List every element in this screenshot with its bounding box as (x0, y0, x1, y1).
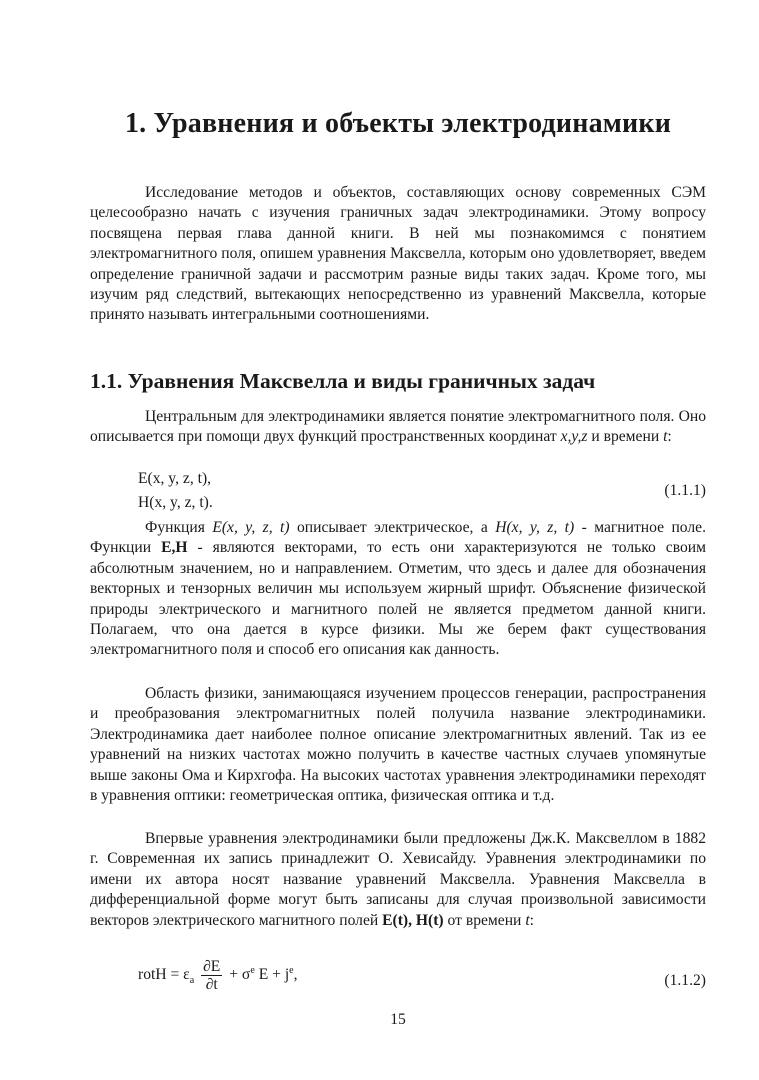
para4-t: t (525, 911, 530, 929)
para2-E-expression: E(x, y, z, t) (212, 519, 290, 536)
para4-text: Впервые уравнения электродинамики были предложены Дж.К. Максвеллом в 1882 г. Современная их запись принадлежит О. Хевисайду. Уравнения электродинамики по имени их автора носят название уравнений Максвелла. Уравнения Максвелла в дифференциальной форме могут быть записаны для случая произвольной зависимости векторов электрического магнитного полей (90, 830, 706, 929)
formula-lhs-sub: a (189, 975, 195, 987)
formula-rhs2: E + j (258, 966, 290, 984)
formula-tail: , (293, 966, 298, 984)
formula-lhs: rotH = ε (138, 966, 190, 984)
formula-rhs-sup: e (250, 964, 255, 976)
formula-rhs: + σ (229, 966, 251, 984)
intro-paragraph: Исследование методов и объектов, составляющих основу современных СЭМ целесообразно начать с изучения граничных задач электродинамики. Этому вопросу посвящена первая глава данной книги. В ней мы познакомимся с понятием электромагнитного поля, опишем уравнения Максвелла, которым оно удовлетворяет, введем определение граничной задачи и рассмотрим разные виды таких задач. Кроме того, мы изучим ряд следствий, вытекающих непосредственно из уравнений Максвелла, которые принято называть интегральными соотношениями. (90, 184, 706, 324)
formula-rhs2-sup: e (289, 964, 294, 976)
chapter-title: 1. Уравнения и объекты электродинамики (124, 108, 672, 139)
fraction-denominator: ∂t (205, 976, 218, 993)
para2-H-expression: H(x, y, z, t) (495, 519, 575, 536)
paragraph-electrodynamics: Область физики, занимающаяся изучением процессов генерации, распространения и преобразования электромагнитных полей получила название электродинамики. Электродинамика дает наиболее полное описание электромагнитных явлений. Так из ее уравнений на низких частотах можно получить в качестве частных случаев упомянутые выше законы Ома и Кирхгофа. На высоких частотах уравнения электродинамики переходят в уравнения оптики: геометрическая оптика, физическая оптика и т.д. (90, 685, 706, 805)
paragraph-field-definition: Центральным для электродинамики является понятие электромагнитного поля. Оно описывается при помощи двух функций пространственных координат x,y,z и времени t: (90, 408, 706, 446)
para1-vars: x,y,z (560, 428, 588, 446)
para1-t: t (663, 428, 668, 446)
para4-end: от времени (447, 911, 522, 929)
para1-text: Центральным для электродинамики является понятие электромагнитного поля. Оно описывается при помощи двух функций пространственных координат (90, 408, 706, 446)
paragraph-vectors (90, 518, 706, 661)
para2-EH: E,H (161, 539, 188, 557)
para1-mid: и времени (591, 428, 660, 446)
equation-number-1-1-1: (1.1.1) (664, 482, 706, 499)
para4-expression: E(t), H(t) (382, 911, 444, 929)
para2-start: Функция (145, 519, 205, 536)
equation-number-1-1-2: (1.1.2) (664, 972, 706, 989)
para2-end: - магнитное поле. Функции (90, 519, 706, 557)
formula-fraction (201, 958, 222, 993)
para2-rest: - являются векторами, то есть они характеризуются не только своим абсолютным значением, но и направлением. Отметим, что здесь и далее для обозначения векторных и тензорных величин мы используем жирный шрифт. Объяснение физической природы электрического и магнитного полей не является предметом данной книги. Полагаем, что она дается в курсе физики. Мы же берем факт существования электромагнитного поля и способ его описания как данность. (90, 539, 706, 659)
formula-H-line: H(x, y, z, t). (138, 494, 213, 511)
formula-1-1-2 (138, 958, 298, 993)
para2-mid: описывает электрическое, а (297, 519, 488, 536)
formula-E-line: E(x, y, z, t), (138, 470, 212, 487)
paragraph-maxwell-history (90, 829, 706, 931)
section-title: 1.1. Уравнения Максвелла и виды граничных задач (90, 369, 596, 393)
fraction-numerator: ∂E (203, 958, 221, 975)
page-number: 15 (390, 1011, 406, 1028)
para4-colon: : (529, 911, 534, 929)
